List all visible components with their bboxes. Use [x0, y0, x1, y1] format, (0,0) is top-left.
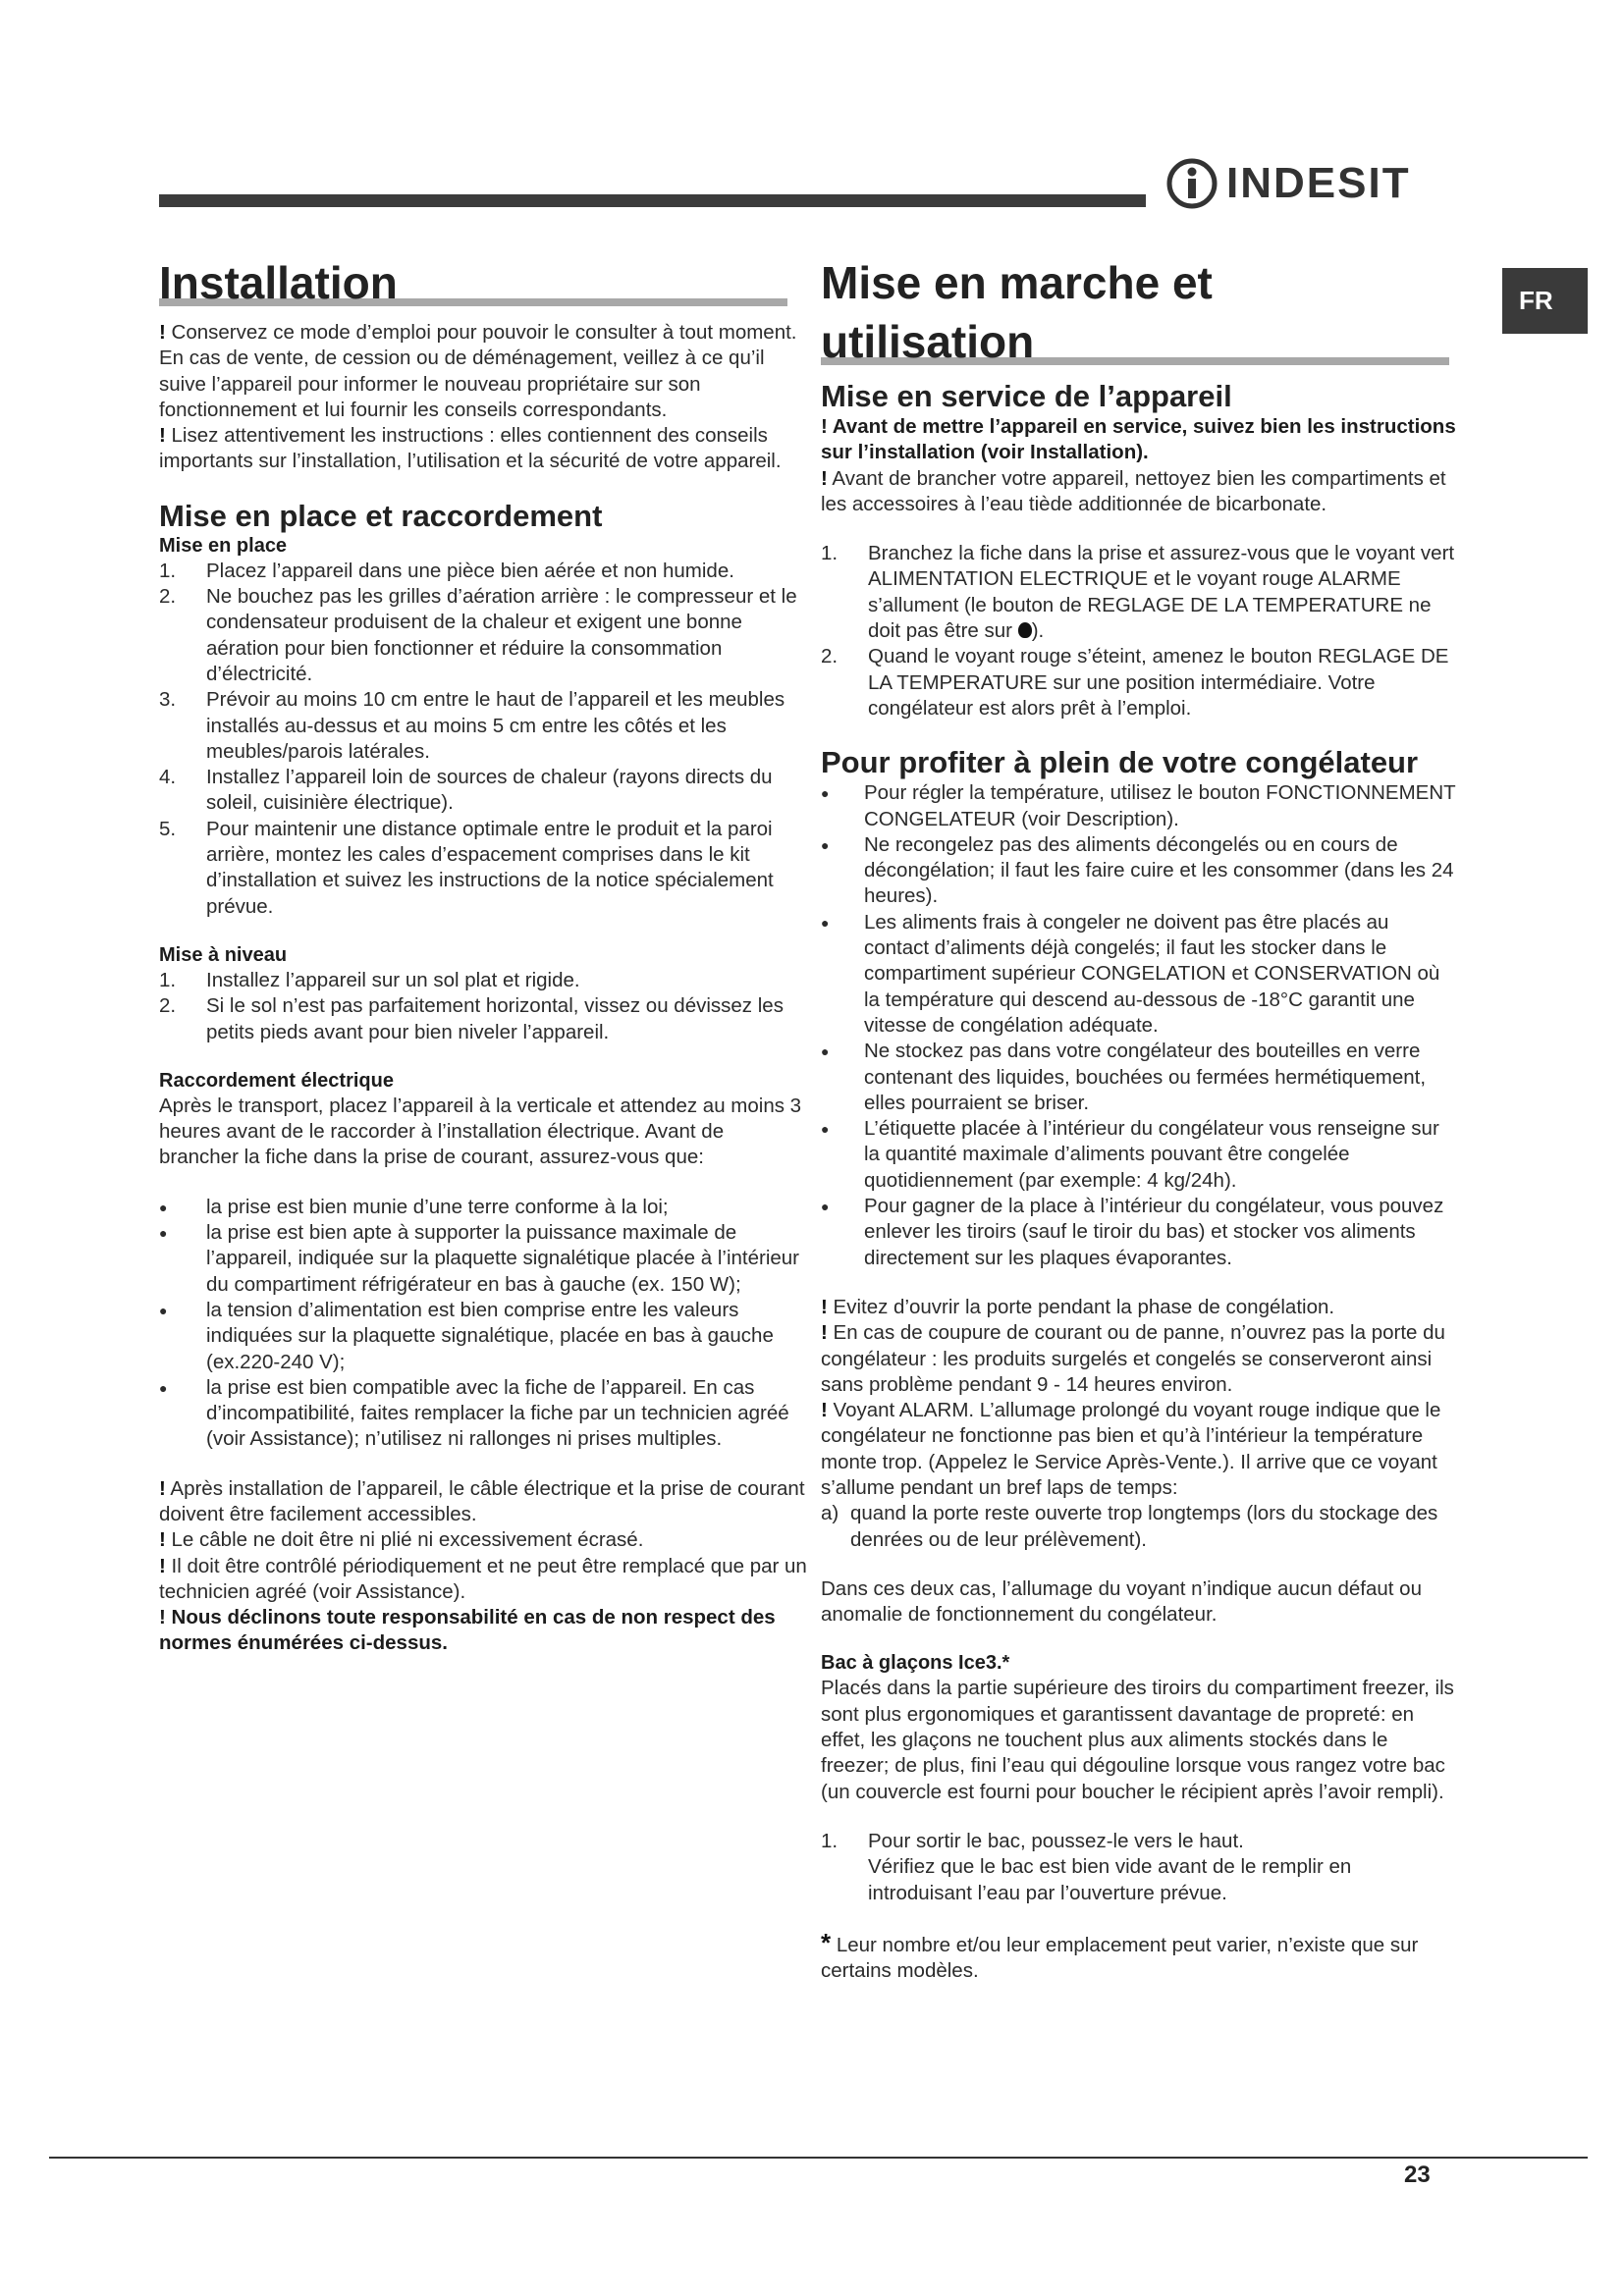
bullet-icon: ●: [159, 1225, 168, 1242]
list-item: ● Les aliments frais à congeler ne doivent pas être placés au contact d’aliments déjà congelés; il faut les stocker dans le compartiment supérieur CONGELATION et CONSERVATION où la température qui descend au-dessous de -18°C garantit une vitesse de congélation adéquate.: [821, 910, 1459, 1039]
startup-heading: Mise en service de l’appareil: [821, 379, 1232, 413]
startup-note: ! Avant de brancher votre appareil, nettoyez bien les compartiments et les accessoires à l’eau tiède additionnée de bicarbonate.: [821, 466, 1446, 515]
warning-paragraph: ! Il doit être contrôlé périodiquement et ne peut être remplacé que par un technicien agréé (voir Assistance).: [159, 1554, 807, 1603]
brand-name: INDESIT: [1226, 159, 1411, 207]
freezer-tips-list: [821, 780, 1459, 1271]
list-item: 1. Placez l’appareil dans une pièce bien aérée et non humide.: [159, 559, 734, 582]
startup-warning: ! Avant de mettre l’appareil en service, suivez bien les instructions sur l’installation (voir Installation).: [821, 415, 1456, 464]
bullet-icon: ●: [159, 1379, 168, 1396]
footer-rule: [49, 2157, 1588, 2159]
note-paragraph: ! Evitez d’ouvrir la porte pendant la phase de congélation.: [821, 1295, 1335, 1318]
warning-paragraph: ! Le câble ne doit être ni plié ni excessivement écrasé.: [159, 1528, 644, 1552]
list-item: ● la prise est bien compatible avec la fiche de l’appareil. En cas d’incompatibilité, faites remplacer la fiche par un technicien agréé (voir Assistance); n’utilisez ni rallonges ni prises multiples.: [159, 1375, 807, 1453]
freezer-tips-heading: Pour profiter à plein de votre congélateur: [821, 745, 1419, 780]
electric-subheading: Raccordement électrique: [159, 1069, 394, 1092]
list-item: ● la prise est bien apte à supporter la puissance maximale de l’appareil, indiquée sur la plaquette signalétique placée à l’intérieur du compartiment réfrigérateur en bas à gauche (ex. 150 W);: [159, 1220, 807, 1298]
ice-tray-steps: [821, 1829, 1459, 1854]
leveling-subheading: Mise à niveau: [159, 943, 288, 966]
bullet-icon: ●: [821, 1199, 830, 1215]
installation-column: [159, 253, 807, 1657]
installation-title: Installation: [159, 253, 807, 306]
bullet-icon: ●: [159, 1302, 168, 1318]
operation-title: Mise en marche et utilisation: [821, 253, 1459, 365]
list-item: ● la prise est bien munie d’une terre conforme à la loi;: [159, 1195, 807, 1220]
placement-subheading: Mise en place: [159, 534, 288, 557]
note-paragraph: ! Voyant ALARM. L’allumage prolongé du voyant rouge indique que le congélateur ne fonctionne pas bien et qu’à l’intérieur la température monte trop. (Appelez le Service Après-Vente.). Il arrive que ce voyant s’allume pendant un bref laps de temps:: [821, 1399, 1441, 1499]
language-tab: FR: [1502, 268, 1588, 334]
placement-connection-heading: Mise en place et raccordement: [159, 498, 603, 533]
list-item: 3. Prévoir au moins 10 cm entre le haut de l’appareil et les meubles installés au-dessus et au moins 5 cm entre les côtés et les meubles/parois latérales.: [159, 688, 785, 763]
bullet-icon: ●: [821, 914, 830, 931]
placement-list: [159, 559, 807, 920]
list-item: 2. Si le sol n’est pas parfaitement horizontal, vissez ou dévissez les petits pieds avant pour bien niveler l’appareil.: [159, 994, 784, 1043]
electric-checklist: [159, 1195, 807, 1453]
list-item: 4. Installez l’appareil loin de sources de chaleur (rayons directs du soleil, cuisinière électrique).: [159, 766, 773, 815]
list-item: ● la tension d’alimentation est bien comprise entre les valeurs indiquées sur la plaquette signalétique, placée en bas à gauche (ex.220-240 V);: [159, 1298, 807, 1375]
list-item: 2. Ne bouchez pas les grilles d’aération arrière : le compresseur et le condensateur produisent de la chaleur et exigent une bonne aération pour bien fonctionner et réduire la consommation d’électricité.: [159, 585, 797, 685]
list-item: 5. Pour maintenir une distance optimale entre le produit et la paroi arrière, montez les cales d’espacement comprises dans le kit d’installation et suivez les instructions de la notice spécialement prévue.: [159, 817, 774, 918]
note-paragraph: ! En cas de coupure de courant ou de panne, n’ouvrez pas la porte du congélateur : les produits surgelés et congelés se conserveront ainsi sans problème pendant 9 - 14 heures environ.: [821, 1321, 1445, 1396]
freezer-off-symbol-icon: [1018, 622, 1032, 638]
header-rule: [159, 194, 1146, 207]
list-item: 2. Quand le voyant rouge s’éteint, amenez le bouton REGLAGE DE LA TEMPERATURE sur une position intermédiaire. Votre congélateur est alors prêt à l’emploi.: [821, 645, 1449, 720]
indesit-logo-icon: [1165, 157, 1218, 210]
list-item: ● Pour régler la température, utilisez le bouton FONCTIONNEMENT CONGELATEUR (voir Description).: [821, 780, 1459, 832]
bullet-icon: ●: [821, 836, 830, 853]
list-item: ● Ne stockez pas dans votre congélateur des bouteilles en verre contenant des liquides, bouchées ou fermées hermétiquement, elles pourraient se briser.: [821, 1039, 1459, 1116]
list-item: ● Ne recongelez pas des aliments décongelés ou en cours de décongélation; il faut les faire cuire et les consommer (dans les 24 heures).: [821, 832, 1459, 910]
bullet-icon: ●: [159, 1199, 168, 1215]
ice-tray-paragraph: Placés dans la partie supérieure des tiroirs du compartiment freezer, ils sont plus ergonomiques et garantissent davantage de propreté: en effet, les glaçons ne touchent plus aux aliments stockés dans le freezer; de plus, fini l’eau qui dégouline lorsque vous rangez votre bac (un couvercle est fourni pour boucher le récipient après l’avoir rempli).: [821, 1677, 1454, 1803]
electric-intro: Après le transport, placez l’appareil à la verticale et attendez au moins 3 heures avant de le raccorder à l’installation électrique. Avant de brancher la fiche dans la prise de courant, assurez-vous que:: [159, 1094, 802, 1169]
disclaimer: ! Nous déclinons toute responsabilité en cas de non respect des normes énumérées ci-dessus.: [159, 1606, 776, 1655]
intro-paragraph-2: ! Lisez attentivement les instructions : elles contiennent des conseils importants sur l’installation, l’utilisation et la sécurité de votre appareil.: [159, 424, 782, 473]
ice-tray-heading: Bac à glaçons Ice3.*: [821, 1652, 1010, 1675]
operation-column: [821, 253, 1459, 1984]
bullet-icon: ●: [821, 1121, 830, 1138]
list-item: 1. Branchez la fiche dans la prise et assurez-vous que le voyant vert ALIMENTATION ELECTRIQUE et le voyant rouge ALARME s’allument (le bouton de REGLAGE DE LA TEMPERATURE ne doit pas être sur ).: [821, 542, 1455, 643]
alarm-cases: [821, 1501, 1459, 1553]
warning-paragraph: ! Après installation de l’appareil, le câble électrique et la prise de courant doivent être facilement accessibles.: [159, 1476, 805, 1525]
page-number: 23: [1404, 2162, 1431, 2188]
bullet-icon: ●: [821, 785, 830, 802]
list-item: 1. Installez l’appareil sur un sol plat et rigide.: [159, 968, 580, 991]
ice-tray-substep: Vérifiez que le bac est bien vide avant de le remplir en introduisant l’eau par l’ouverture prévue.: [868, 1855, 1352, 1904]
bullet-icon: ●: [821, 1043, 830, 1060]
intro-paragraph-1: ! Conservez ce mode d’emploi pour pouvoir le consulter à tout moment. En cas de vente, de cession ou de déménagement, veillez à ce qu’il suive l’appareil pour informer le nouveau propriétaire sur son fonctionnement et lui fournir les conseils correspondants.: [159, 321, 797, 421]
startup-steps: [821, 541, 1459, 721]
alarm-paragraph: Dans ces deux cas, l’allumage du voyant n’indique aucun défaut ou anomalie de fonctionnement du congélateur.: [821, 1576, 1422, 1627]
leveling-list: [159, 968, 807, 1045]
list-item: 1. Pour sortir le bac, poussez-le vers le haut.: [821, 1829, 1244, 1852]
brand-logo: [1165, 157, 1411, 210]
list-item: ● Pour gagner de la place à l’intérieur du congélateur, vous pouvez enlever les tiroirs (sauf le tiroir du bas) et stocker vos aliments directement sur les plaques évaporantes.: [821, 1194, 1459, 1271]
list-item: a) quand la porte reste ouverte trop longtemps (lors du stockage des denrées ou de leur prélèvement).: [821, 1502, 1438, 1551]
footnote: * Leur nombre et/ou leur emplacement peut varier, n’existe que sur certains modèles.: [821, 1927, 1419, 1983]
list-item: ● L’étiquette placée à l’intérieur du congélateur vous renseigne sur la quantité maximale d’aliments pouvant être congelée quotidiennement (par exemple: 4 kg/24h).: [821, 1116, 1459, 1194]
